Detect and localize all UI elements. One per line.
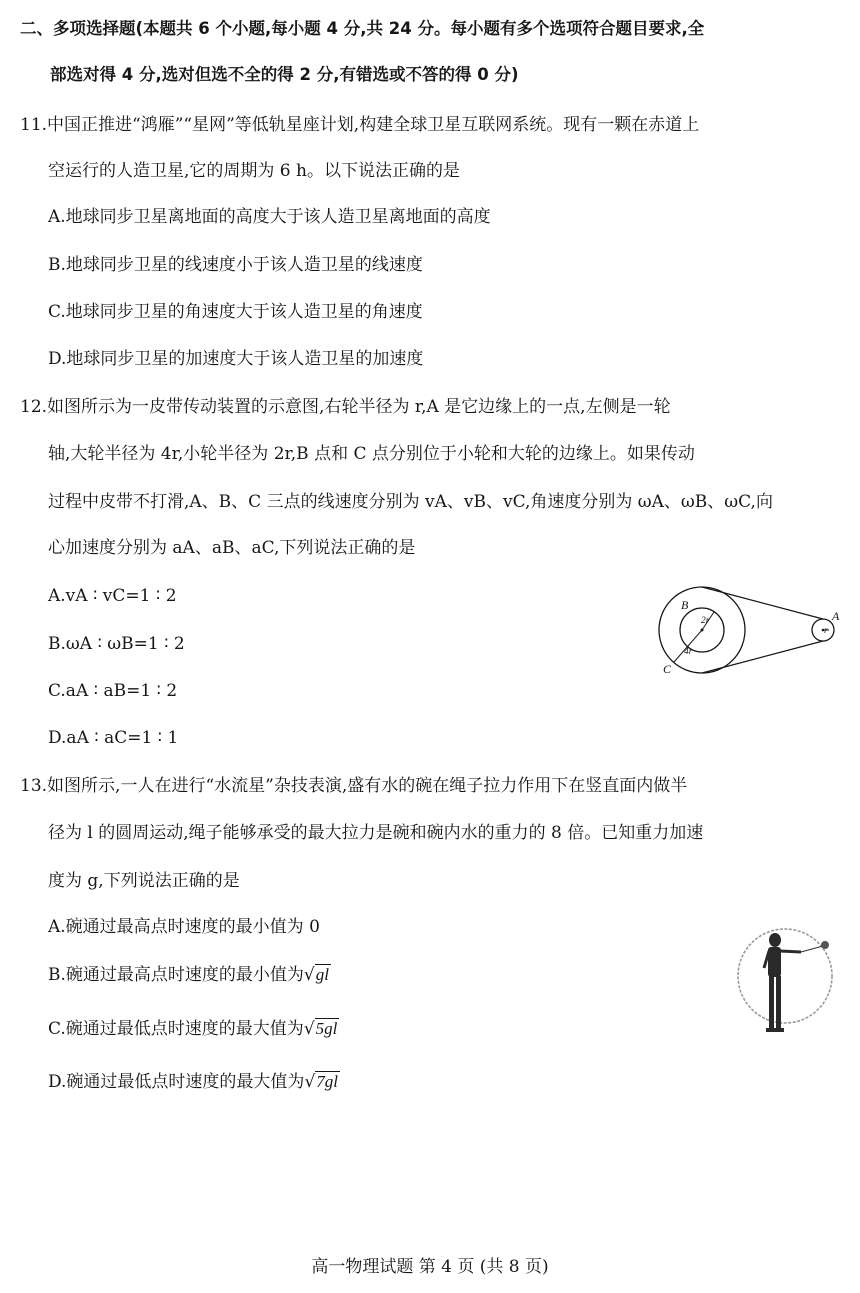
water-meteor-figure bbox=[733, 918, 843, 1048]
q13-option-c-radicand: 5gl bbox=[315, 1019, 338, 1038]
q12-stem-line4: 心加速度分别为 aA、aB、aC,下列说法正确的是 bbox=[48, 538, 416, 558]
center-dot-left bbox=[701, 629, 704, 632]
q13-stem-line1: 13.如图所示,一人在进行“水流星”杂技表演,盛有水的碗在绳子拉力作用下在竖直面内做半 bbox=[20, 776, 688, 796]
q12-option-a: A.vA ∶ vC=1 ∶ 2 bbox=[48, 586, 177, 606]
q12-stem-line2: 轴,大轮半径为 4r,小轮半径为 2r,B 点和 C 点分别位于小轮和大轮的边缘上。如果传动 bbox=[48, 444, 695, 464]
q13-option-b-text: B.碗通过最高点时速度的最小值为 bbox=[48, 965, 304, 985]
q13-option-c bbox=[48, 1018, 339, 1040]
q13-option-d-text: D.碗通过最低点时速度的最大值为 bbox=[48, 1072, 305, 1092]
section-heading-line1: 二、多项选择题(本题共 6 个小题,每小题 4 分,共 24 分。每小题有多个选项符合题目要求,全 bbox=[20, 19, 705, 38]
label-2r: 2r bbox=[701, 616, 710, 626]
q11-option-a: A.地球同步卫星离地面的高度大于该人造卫星离地面的高度 bbox=[48, 207, 491, 227]
label-b: B bbox=[681, 598, 689, 612]
sqrt-symbol: √5gl bbox=[303, 1019, 338, 1039]
q12-stem-line1: 12.如图所示为一皮带传动装置的示意图,右轮半径为 r,A 是它边缘上的一点,左侧是一轮 bbox=[20, 397, 671, 417]
q11-option-c: C.地球同步卫星的角速度大于该人造卫星的角速度 bbox=[48, 302, 423, 322]
q12-stem-line3: 过程中皮带不打滑,A、B、C 三点的线速度分别为 vA、vB、vC,角速度分别为 ωA、ωB、ωC,向 bbox=[48, 492, 773, 512]
q13-stem-line3: 度为 g,下列说法正确的是 bbox=[48, 871, 240, 891]
q13-stem-line2: 径为 l 的圆周运动,绳子能够承受的最大拉力是碗和碗内水的重力的 8 倍。已知重力加速 bbox=[48, 823, 704, 843]
page-footer: 高一物理试题 第 4 页 (共 8 页) bbox=[311, 1257, 549, 1277]
q11-option-d: D.地球同步卫星的加速度大于该人造卫星的加速度 bbox=[48, 349, 424, 369]
label-a: A bbox=[832, 609, 840, 623]
q12-option-b: B.ωA ∶ ωB=1 ∶ 2 bbox=[48, 634, 185, 654]
label-4r: 4r bbox=[684, 647, 693, 657]
q13-option-b bbox=[48, 964, 331, 986]
section-heading-line2: 部选对得 4 分,选对但选不全的得 2 分,有错选或不答的得 0 分) bbox=[50, 65, 519, 84]
belt-drive-figure bbox=[652, 585, 847, 680]
belt-bottom bbox=[702, 641, 823, 673]
q13-option-d-radicand: 7gl bbox=[316, 1072, 339, 1091]
q12-option-c: C.aA ∶ aB=1 ∶ 2 bbox=[48, 681, 178, 701]
q13-option-d bbox=[48, 1071, 340, 1093]
q13-option-a: A.碗通过最高点时速度的最小值为 0 bbox=[48, 917, 320, 937]
q11-option-b: B.地球同步卫星的线速度小于该人造卫星的线速度 bbox=[48, 255, 423, 275]
label-r: r bbox=[824, 626, 828, 636]
q13-option-c-text: C.碗通过最低点时速度的最大值为 bbox=[48, 1019, 304, 1039]
performer-silhouette bbox=[764, 933, 801, 1032]
q12-option-d: D.aA ∶ aC=1 ∶ 1 bbox=[48, 728, 179, 748]
sqrt-symbol: √gl bbox=[303, 965, 329, 985]
q11-stem-line2: 空运行的人造卫星,它的周期为 6 h。以下说法正确的是 bbox=[48, 161, 460, 181]
belt-top bbox=[702, 587, 823, 619]
label-c: C bbox=[663, 662, 672, 676]
sqrt-symbol: √7gl bbox=[304, 1072, 339, 1092]
rotation-circle bbox=[738, 929, 832, 1023]
rope bbox=[801, 946, 823, 952]
q13-option-b-radicand: gl bbox=[315, 965, 329, 984]
q11-stem-line1: 11.中国正推进“鸿雁”“星网”等低轨星座计划,构建全球卫星互联网系统。现有一颗在赤道上 bbox=[20, 115, 700, 135]
bowl bbox=[821, 941, 829, 949]
radius-4r-line bbox=[674, 630, 702, 662]
